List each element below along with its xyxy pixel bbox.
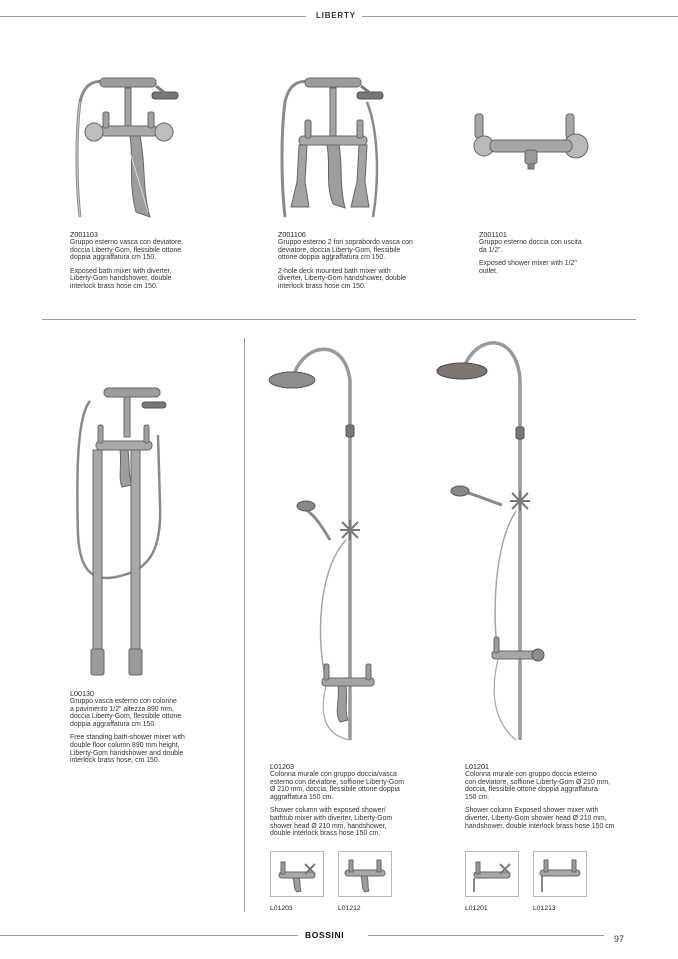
variant-thumbnail-l01213[interactable] bbox=[533, 851, 587, 897]
product-info-z001101 bbox=[479, 230, 629, 281]
mixer-thumbnail-image bbox=[339, 852, 391, 896]
product-description-it: Gruppo esterno doccia con uscita da 1/2". bbox=[479, 239, 582, 254]
thumbnail-code: L01203 bbox=[270, 905, 293, 912]
product-code: Z001101 bbox=[479, 230, 507, 239]
product-info-l01201 bbox=[465, 762, 665, 836]
product-info-z001103 bbox=[70, 230, 240, 297]
product-image-l01203 bbox=[266, 340, 386, 745]
product-description-en: Free standing bath-shower mixer with double floor column 890 mm height, Liberty-Gom handshower and double interlock brass hose, cm 150. bbox=[70, 734, 185, 765]
product-image-z001103 bbox=[70, 72, 185, 220]
variant-thumbnail-l01201[interactable] bbox=[465, 851, 519, 897]
footer-rule-right bbox=[368, 935, 604, 936]
page-number: 97 bbox=[614, 934, 625, 944]
mixer-thumbnail-image bbox=[466, 852, 518, 896]
product-image-z001106 bbox=[275, 72, 390, 220]
product-description-it: Colonna murale con gruppo doccia esterno con deviatore, soffione Liberty-Gom Ø 210 mm, doccia, flessibile ottone doppia aggraffatura 150 cm. bbox=[465, 771, 611, 801]
product-image-l00130 bbox=[76, 385, 171, 677]
variant-thumbnail-l01203[interactable] bbox=[270, 851, 324, 897]
product-description-en: Shower column with exposed shower/ bathtub mixer with diverter, Liberty-Gom shower head Ø 210 mm, handshower, double interlock brass hose 150 cm. bbox=[270, 807, 393, 838]
section-title: LIBERTY bbox=[316, 11, 356, 20]
product-code: L01201 bbox=[465, 762, 489, 771]
thumbnail-code: L01213 bbox=[533, 905, 556, 912]
thumbnail-code: L01212 bbox=[338, 905, 361, 912]
footer-rule-left bbox=[0, 935, 298, 936]
product-info-l00130 bbox=[70, 689, 240, 771]
column-divider bbox=[244, 338, 245, 912]
mixer-thumbnail-image bbox=[271, 852, 323, 896]
brand-logo-text: BOSSINI bbox=[305, 930, 345, 940]
product-description-it: Gruppo vasca esterno con colonne a pavimento 1/2" altezza 890 mm, doccia Liberty-Gom, flessibile ottone doppia aggraffatura cm 150. bbox=[70, 698, 182, 728]
product-description-it: Gruppo esterno vasca con deviatore, doccia Liberty-Gom, flessibile ottone doppia aggraffatura cm 150. bbox=[70, 239, 183, 262]
product-image-l01201 bbox=[432, 335, 552, 745]
product-code: L00130 bbox=[70, 689, 94, 698]
product-description-it: Colonna murale con gruppo doccia/vasca esterno con deviatore, soffione Liberty-Gom Ø 210 mm, doccia, flessibile ottone doppia aggraffatura 150 cm. bbox=[270, 771, 404, 801]
product-code: Z001103 bbox=[70, 230, 98, 239]
variant-thumbnail-l01212[interactable] bbox=[338, 851, 392, 897]
thumbnail-code: L01201 bbox=[465, 905, 488, 912]
product-description-en: Exposed shower mixer with 1/2" outlet. bbox=[479, 260, 577, 275]
product-image-z001101 bbox=[470, 110, 592, 170]
product-description-en: Exposed bath mixer with diverter, Liberty-Gom handshower, double interlock brass hose cm 150. bbox=[70, 267, 172, 290]
header-rule-left bbox=[0, 16, 306, 17]
header-rule-right bbox=[362, 16, 678, 17]
product-description-en: Shower column Exposed shower mixer with diverter, Liberty-Gom shower head Ø 210 mm, handshower, double interlock brass hose 150 cm bbox=[465, 807, 615, 830]
section-divider bbox=[42, 319, 636, 320]
product-description-it: Gruppo esterno 2 fori soprabordo vasca con deviatore, doccia Liberty-Gom, flessibile ottone doppia aggraffatura cm 150. bbox=[278, 239, 413, 262]
mixer-thumbnail-image bbox=[534, 852, 586, 896]
product-code: L01203 bbox=[270, 762, 294, 771]
product-info-z001106 bbox=[278, 230, 458, 297]
product-description-en: 2-hole deck mounted bath mixer with diverter, Liberty-Gom handshower, double interlock brass hose cm 150. bbox=[278, 267, 406, 290]
product-code: Z001106 bbox=[278, 230, 306, 239]
product-info-l01203 bbox=[270, 762, 460, 844]
